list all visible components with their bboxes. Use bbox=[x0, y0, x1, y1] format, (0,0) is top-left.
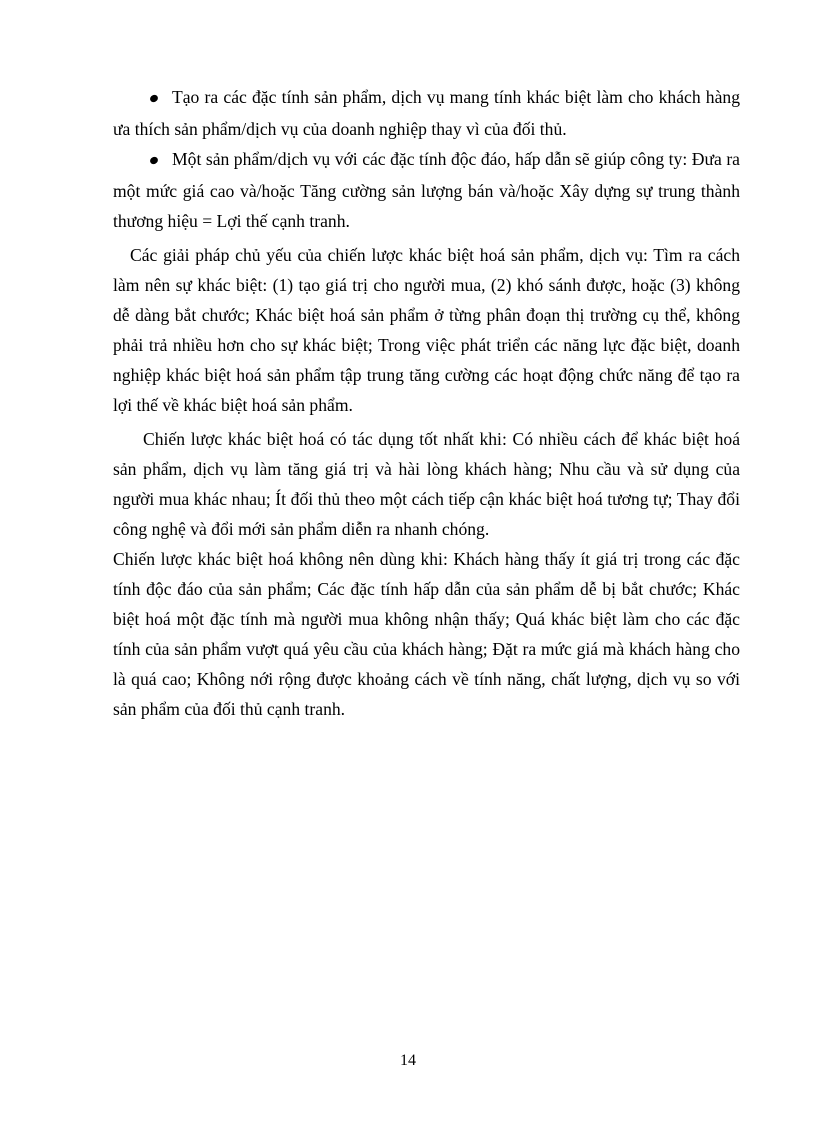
bullet-icon bbox=[150, 145, 172, 175]
page-body bbox=[113, 82, 740, 724]
bullet-item bbox=[113, 82, 740, 144]
paragraph-works-best: Chiến lược khác biệt hoá có tác dụng tốt nhất khi: Có nhiều cách để khác biệt hoá sản phẩm, dịch vụ làm tăng giá trị và hài lòng khách hàng; Nhu cầu và sử dụng của người mua khác nhau; Ít đối thủ theo một cách tiếp cận khác biệt hoá tương tự; Thay đổi công nghệ và đổi mới sản phẩm diễn ra nhanh chóng. bbox=[113, 429, 740, 539]
bullet-text: Tạo ra các đặc tính sản phẩm, dịch vụ mang tính khác biệt làm cho khách hàng ưa thích sản phẩm/dịch vụ của doanh nghiệp thay vì của đối thủ. bbox=[113, 87, 740, 139]
paragraph-not-use: Chiến lược khác biệt hoá không nên dùng khi: Khách hàng thấy ít giá trị trong các đặc tính độc đáo của sản phẩm; Các đặc tính hấp dẫn của sản phẩm dễ bị bắt chước; Khác biệt hoá một đặc tính mà người mua không nhận thấy; Quá khác biệt làm cho các đặc tính của sản phẩm vượt quá yêu cầu của khách hàng; Đặt ra mức giá mà khách hàng cho là quá cao; Không nới rộng được khoảng cách về tính năng, chất lượng, dịch vụ so với sản phẩm của đối thủ cạnh tranh. bbox=[113, 549, 740, 719]
page-number: 14 bbox=[400, 1052, 416, 1069]
bullet-text: Một sản phẩm/dịch vụ với các đặc tính độc đáo, hấp dẫn sẽ giúp công ty: Đưa ra một mức giá cao và/hoặc Tăng cường sản lượng bán và/hoặc Xây dựng sự trung thành thương hiệu = Lợi thế cạnh tranh. bbox=[113, 149, 740, 231]
bullet-icon bbox=[150, 83, 172, 113]
paragraph-solutions: Các giải pháp chủ yếu của chiến lược khác biệt hoá sản phẩm, dịch vụ: Tìm ra cách làm nên sự khác biệt: (1) tạo giá trị cho người mua, (2) khó sánh được, hoặc (3) không dễ dàng bắt chước; Khác biệt hoá sản phẩm ở từng phân đoạn thị trường cụ thể, không phải trả nhiều hơn cho sự khác biệt; Trong việc phát triển các năng lực đặc biệt, doanh nghiệp khác biệt hoá sản phẩm tập trung tăng cường các hoạt động chức năng để tạo ra lợi thế về khác biệt hoá sản phẩm. bbox=[113, 245, 740, 415]
bullet-item bbox=[113, 144, 740, 236]
